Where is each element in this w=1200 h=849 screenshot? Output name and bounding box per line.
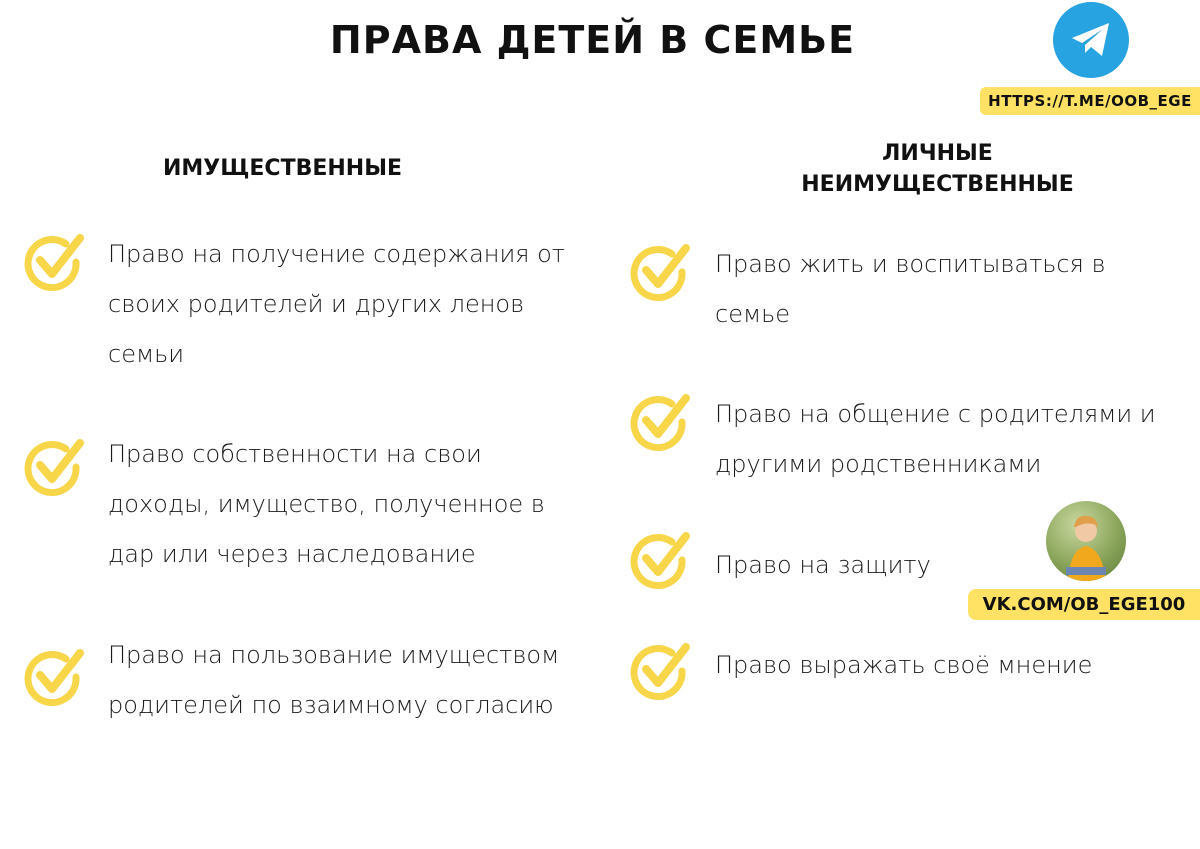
check-icon [628, 242, 692, 302]
list-item: Право на общение с родителями и другими родственниками [715, 400, 1156, 478]
telegram-icon[interactable] [1053, 2, 1129, 78]
check-icon [628, 641, 692, 701]
list-item: Право выражать своё мнение [715, 651, 1093, 679]
list-item: Право на пользование имуществом родителей по взаимному согласию [108, 641, 560, 719]
column-heading-line: НЕИМУЩЕСТВЕННЫЕ [801, 172, 1074, 197]
avatar [1046, 501, 1126, 581]
column-heading-personal [770, 138, 1105, 200]
list-item: Право на получение содержания от своих родителей и других ленов семьи [108, 240, 565, 368]
check-icon [628, 530, 692, 590]
check-icon [628, 392, 692, 452]
telegram-link[interactable]: HTTPS://T.ME/OOB_EGE [980, 87, 1200, 115]
list-item: Право жить и воспитываться в семье [715, 250, 1106, 328]
check-icon [22, 232, 86, 292]
list-item: Право собственности на свои доходы, имущество, полученное в дар или через наследование [108, 440, 545, 568]
column-heading-line: ЛИЧНЫЕ [882, 141, 993, 166]
check-icon [22, 647, 86, 707]
page-title: ПРАВА ДЕТЕЙ В СЕМЬЕ [329, 18, 856, 62]
list-item: Право на защиту [715, 551, 931, 579]
vk-link[interactable]: VK.COM/OB_EGE100 [968, 589, 1200, 620]
check-icon [22, 437, 86, 497]
column-heading-property: ИМУЩЕСТВЕННЫЕ [162, 156, 403, 181]
